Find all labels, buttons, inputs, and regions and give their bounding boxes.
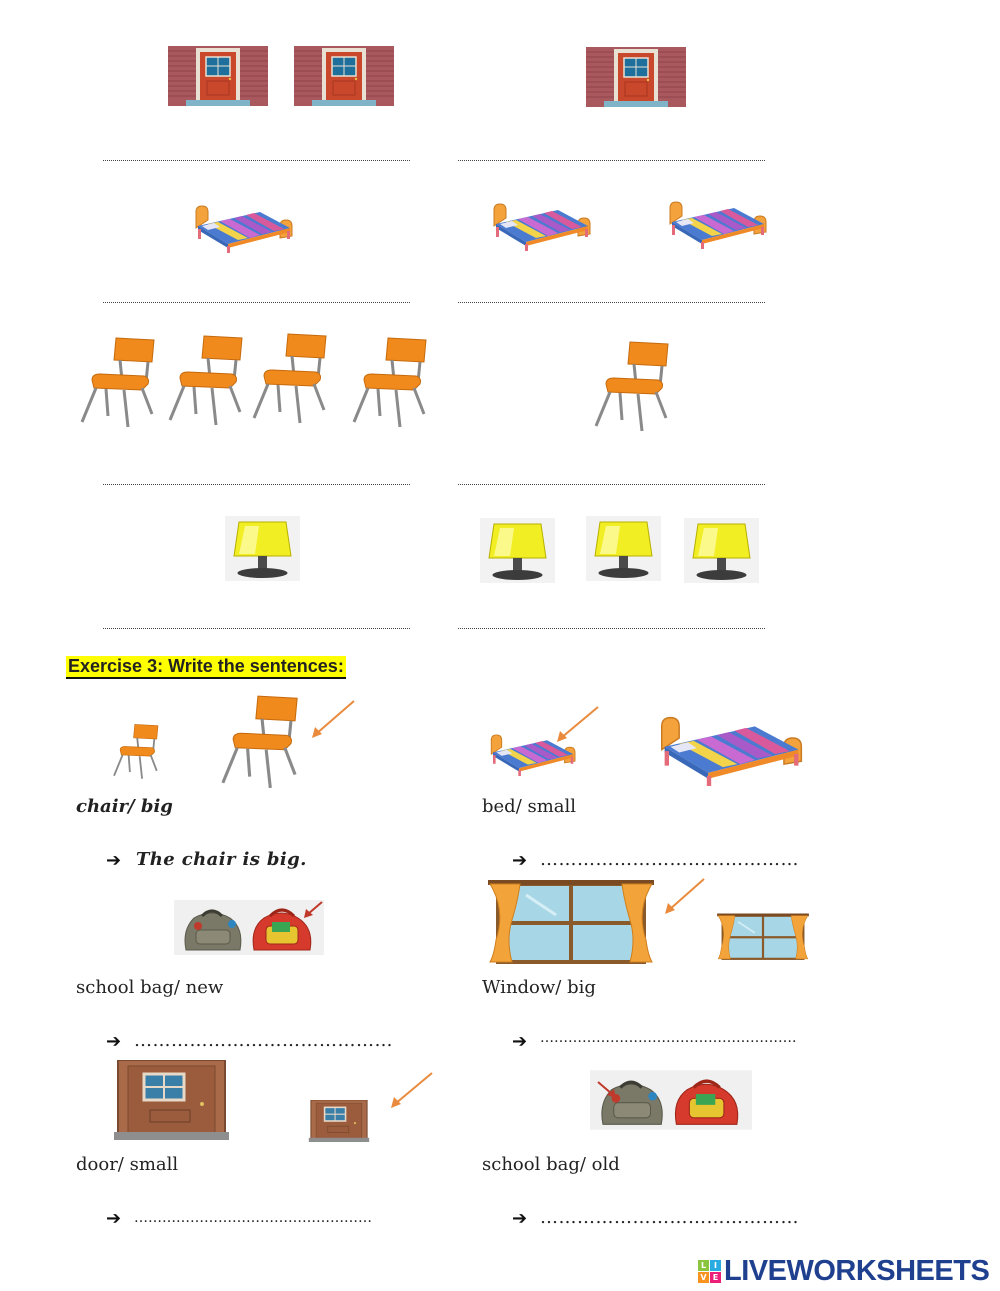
answer-school-bag-new[interactable]: …………………………………… (134, 1030, 393, 1051)
answer-chair-big: The chair is big. (136, 849, 307, 870)
door-small-image (306, 1100, 372, 1142)
logo-letter-i: I (710, 1260, 721, 1271)
pointer-arrow-icon (660, 876, 708, 916)
answer-door-small[interactable]: …………………………………………… (134, 1210, 372, 1226)
prompt-door-small: door/ small (76, 1154, 179, 1175)
answer-line-2-right[interactable] (458, 302, 765, 303)
answer-line-4-right[interactable] (458, 628, 765, 629)
bed-left-image (190, 198, 300, 253)
answer-line-3-right[interactable] (458, 484, 765, 485)
pointer-arrow-icon (306, 698, 358, 740)
door-big-image (114, 1060, 229, 1140)
arrow-right-icon: ➔ (512, 1031, 528, 1052)
logo-letter-v: V (698, 1272, 709, 1283)
exercise-3-label: Exercise 3: (68, 656, 164, 676)
liveworksheets-logo (698, 1255, 989, 1287)
chair-left-image (78, 334, 158, 429)
chair-left-image (350, 334, 430, 429)
chair-big-image (204, 692, 316, 790)
bed-right-image (488, 196, 598, 251)
pointer-arrow-icon (386, 1070, 436, 1110)
lamp-left-image (225, 516, 300, 581)
answer-line-3-left[interactable] (103, 484, 410, 485)
answer-school-bag-old[interactable]: …………………………………… (540, 1207, 799, 1228)
doors-left-image (294, 46, 394, 106)
red-pointer-arrow-icon (596, 1080, 620, 1100)
window-big-image (486, 880, 656, 965)
logo-letter-e: E (710, 1272, 721, 1283)
bed-big-image (644, 706, 822, 786)
prompt-window-big: Window/ big (482, 977, 596, 998)
lamp-right-image (480, 518, 555, 583)
answer-bed-small[interactable]: …………………………………… (540, 849, 799, 870)
logo-mark-icon (698, 1260, 721, 1283)
arrow-right-icon: ➔ (512, 1208, 528, 1229)
prompt-chair-big: chair/ big (76, 796, 173, 817)
chair-right-image (592, 338, 672, 433)
prompt-school-bag-new: school bag/ new (76, 977, 224, 998)
lamp-right-image (684, 518, 759, 583)
prompt-bed-small: bed/ small (482, 796, 577, 817)
logo-letter-l: L (698, 1260, 709, 1271)
answer-line-2-left[interactable] (103, 302, 410, 303)
doors-left-image (168, 46, 268, 106)
answer-window-big[interactable]: ………………………………………………. (540, 1030, 797, 1046)
answer-line-1-right[interactable] (458, 160, 765, 161)
answer-line-4-left[interactable] (103, 628, 410, 629)
prompt-school-bag-old: school bag/ old (482, 1154, 620, 1175)
exercise-3-heading (66, 656, 346, 679)
arrow-right-icon: ➔ (106, 1208, 122, 1229)
arrow-right-icon: ➔ (106, 850, 122, 871)
bed-right-image (664, 194, 774, 249)
chair-small-image (102, 722, 170, 780)
window-small-image (716, 910, 810, 964)
arrow-right-icon: ➔ (512, 850, 528, 871)
pointer-arrow-icon (552, 704, 602, 744)
door-right-image (586, 46, 686, 108)
school-bags-image (590, 1066, 752, 1134)
red-pointer-arrow-icon (300, 900, 324, 920)
exercise-3-instruction: Write the sentences: (168, 656, 344, 676)
arrow-right-icon: ➔ (106, 1031, 122, 1052)
answer-line-1-left[interactable] (103, 160, 410, 161)
chair-left-image (166, 332, 246, 427)
chair-left-image (250, 330, 330, 425)
logo-text: LIVEWORKSHEETS (724, 1254, 990, 1287)
lamp-right-image (586, 516, 661, 581)
